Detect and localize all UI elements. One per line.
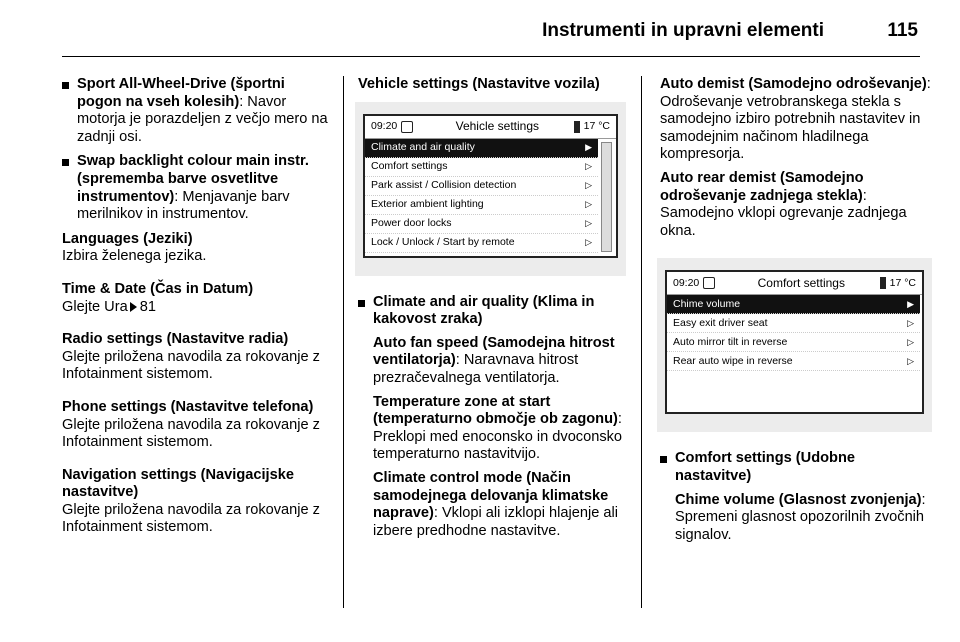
column-divider [343, 76, 344, 608]
screen-time: 09:20 [673, 276, 700, 289]
vehicle-settings-screen [363, 114, 618, 258]
sub-item-text: : Odroševanje vetrobranskega stekla s samodejno izbiro potrebnih nastavitev in samodejnim načinom hladilnega kompresorja. [660, 76, 931, 163]
sub-item-title: Climate control mode (Način samodejnega delovanja klimatske naprave) [373, 469, 609, 522]
menu-item[interactable] [365, 234, 598, 253]
sub-item-title: Auto fan speed (Samodejna hitrost ventilatorja) [373, 334, 615, 369]
menu-item-label: Rear auto wipe in reverse [673, 354, 793, 367]
screen-header [365, 116, 616, 139]
menu-item-label: Chime volume [673, 297, 741, 310]
chevron-right-icon: ▷ [907, 355, 914, 366]
screen-title: Comfort settings [757, 275, 845, 290]
section-heading: Navigation settings (Navigacijske nastavitve) [62, 466, 294, 501]
item-title: Climate and air quality (Klima in kakovost zraka) [373, 293, 595, 328]
ref-text: Glejte Ura [62, 298, 128, 315]
screen-header [667, 272, 922, 295]
column-right [660, 76, 932, 551]
chevron-right-icon: ▷ [585, 217, 592, 228]
sub-item [660, 76, 932, 164]
bullet-icon [660, 456, 667, 463]
list-item [660, 450, 932, 544]
chevron-right-icon: ▶ [907, 298, 914, 309]
section-heading: Radio settings (Nastavitve radia) [62, 331, 289, 348]
section-heading: Languages (Jeziki) [62, 230, 193, 247]
screen-figure [657, 258, 932, 432]
sub-item-title: Temperature zone at start (temperaturno območje ob zagonu) [373, 393, 618, 428]
section [62, 399, 330, 452]
menu-item-label: Climate and air quality [371, 140, 475, 153]
item-title: Comfort settings (Udobne nastavitve) [675, 450, 855, 484]
menu-item-label: Park assist / Collision detection [371, 178, 517, 191]
menu-item-label: Exterior ambient lighting [371, 197, 484, 210]
sub-item-text: : Spremeni glasnost opozorilnih zvočnih signalov. [675, 491, 926, 543]
column-middle [358, 76, 626, 547]
screen-title: Vehicle settings [455, 118, 539, 133]
clock-icon [703, 277, 715, 289]
section-text: Glejte priložena navodila za rokovanje z Infotainment sistemom. [62, 416, 320, 451]
screen-temp: 17 °C [889, 276, 916, 289]
section-text: Glejte priložena navodila za rokovanje z Infotainment sistemom. [62, 348, 320, 383]
chevron-right-icon: ▷ [907, 336, 914, 347]
list-item [358, 294, 626, 541]
menu-item[interactable] [365, 139, 598, 158]
section [62, 281, 330, 316]
thermometer-icon [880, 277, 886, 289]
list-item [62, 76, 330, 146]
menu-item[interactable] [667, 333, 920, 352]
sub-item-title: Chime volume (Glasnost zvonjenja) [675, 491, 922, 508]
menu-item-label: Comfort settings [371, 159, 448, 172]
screen-figure [355, 102, 626, 276]
bullet-icon [358, 300, 365, 307]
sub-item-text: : Vklopi ali izklopi hlajenje ali izbere predhodne nastavitve. [373, 505, 618, 539]
menu-item-label: Easy exit driver seat [673, 316, 768, 329]
scrollbar[interactable] [601, 142, 612, 252]
section-heading: Vehicle settings (Nastavitve vozila) [358, 76, 600, 92]
sub-item [373, 470, 626, 540]
chevron-right-icon: ▷ [585, 198, 592, 209]
menu-item[interactable] [667, 352, 920, 371]
item-title: Sport All-Wheel-Drive (športni pogon na vseh kolesih) [77, 76, 285, 110]
sub-item-text: : Naravnava hitrost prezračevalnega ventilatorja. [373, 352, 579, 386]
bullet-icon [62, 82, 69, 89]
page-ref-arrow-icon [130, 302, 137, 312]
menu-item-label: Power door locks [371, 216, 452, 229]
sub-item-title: Auto rear demist (Samodejno odroševanje zadnjega stekla) [660, 169, 864, 204]
bullet-icon [62, 159, 69, 166]
screen-temp: 17 °C [583, 119, 610, 132]
page-title: Instrumenti in upravni elementi [542, 20, 824, 41]
menu-item[interactable] [667, 314, 920, 333]
chevron-right-icon: ▷ [907, 317, 914, 328]
section-text [62, 299, 330, 317]
item-title: Swap backlight colour main instr. (sprememba barve osvetlitve instrumentov) [77, 153, 309, 205]
sub-item [675, 492, 932, 545]
menu-item[interactable] [365, 158, 598, 177]
chevron-right-icon: ▷ [585, 160, 592, 171]
header-divider [62, 56, 920, 57]
list-item [62, 153, 330, 223]
item-text: : Menjavanje barv merilnikov in instrumentov. [77, 188, 290, 223]
sub-item [373, 394, 626, 464]
chevron-right-icon: ▶ [585, 141, 592, 152]
page-header [62, 12, 920, 58]
menu-item[interactable] [365, 196, 598, 215]
section-text: Izbira želenega jezika. [62, 248, 207, 265]
section [62, 231, 330, 266]
section [62, 331, 330, 384]
section-heading: Phone settings (Nastavitve telefona) [62, 398, 314, 415]
screen-time: 09:20 [371, 119, 398, 132]
column-divider [641, 76, 642, 608]
column-left [62, 76, 330, 552]
comfort-settings-screen [665, 270, 924, 414]
thermometer-icon [574, 121, 580, 133]
section-text: Glejte priložena navodila za rokovanje z Infotainment sistemom. [62, 501, 320, 536]
sub-item-text: : Preklopi med enoconsko in dvoconsko temperaturno nastavitvijo. [373, 411, 623, 463]
sub-item-title: Auto demist (Samodejno odroševanje) [660, 76, 927, 92]
menu-item-label: Auto mirror tilt in reverse [673, 335, 788, 348]
sub-item [373, 335, 626, 388]
scrollbar-thumb[interactable] [602, 143, 611, 251]
item-text: : Navor motorja je porazdeljen z večjo mero na zadnji osi. [77, 93, 328, 145]
menu-item[interactable] [365, 215, 598, 234]
menu-item-label: Lock / Unlock / Start by remote [371, 235, 515, 248]
section-heading: Time & Date (Čas in Datum) [62, 280, 254, 297]
sub-item [660, 170, 932, 240]
sub-item-text: : Samodejno vklopi ogrevanje zadnjega okna. [660, 187, 907, 239]
page-ref-link[interactable]: 81 [139, 298, 156, 315]
menu-item[interactable] [365, 177, 598, 196]
menu-item[interactable] [667, 295, 920, 314]
chevron-right-icon: ▷ [585, 179, 592, 190]
page-number: 115 [887, 20, 918, 41]
clock-icon [401, 121, 413, 133]
section [62, 467, 330, 537]
chevron-right-icon: ▷ [585, 236, 592, 247]
